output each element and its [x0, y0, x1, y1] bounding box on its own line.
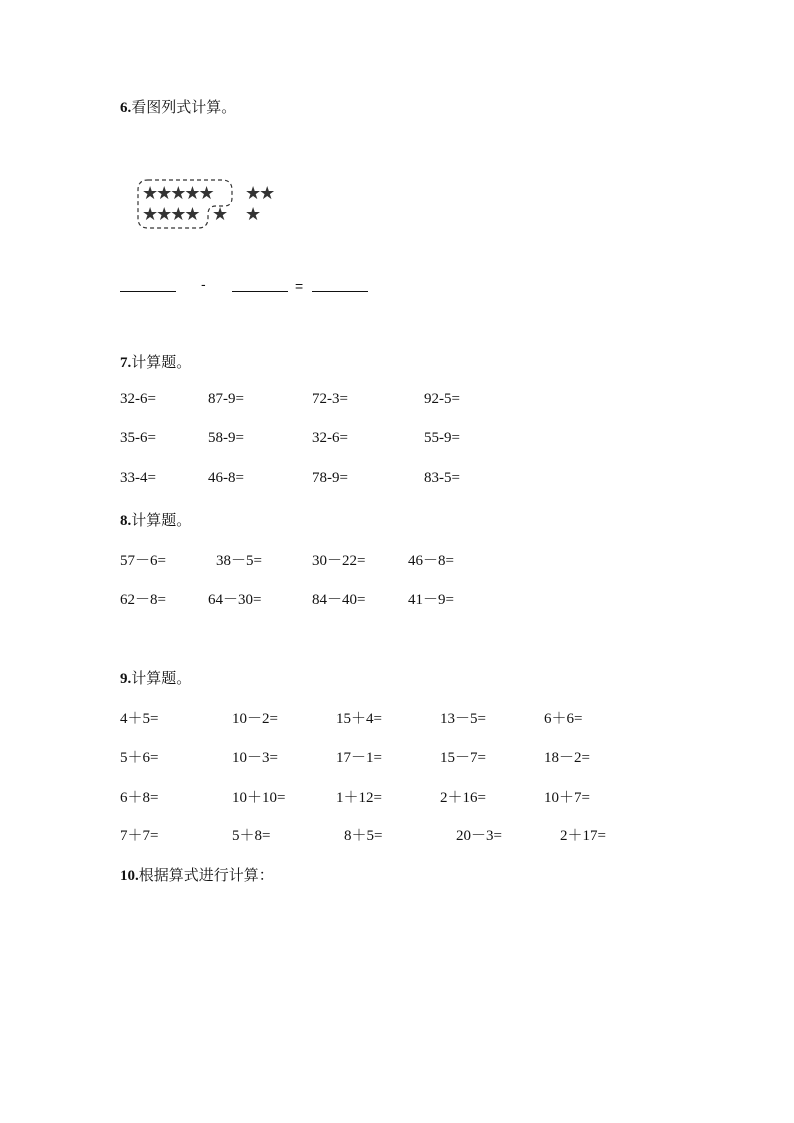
question-text: 计算题。 [131, 511, 192, 529]
problem-item: 10＋10= [232, 790, 286, 806]
star-group-figure [138, 180, 234, 228]
answer-blank-1[interactable] [120, 291, 176, 292]
problem-item: 5＋8= [232, 828, 271, 844]
problem-item: 18－2= [544, 750, 590, 766]
problem-item: 20－3= [456, 828, 502, 844]
problem-item: 13－5= [440, 711, 486, 727]
problem-item: 38－5= [216, 553, 262, 569]
problem-item: 6＋8= [120, 790, 159, 806]
question-number: 6. [120, 100, 132, 116]
problem-item: 92-5= [424, 391, 460, 407]
problem-item: 46－8= [408, 553, 454, 569]
circled-stars-row-1: ★★★★★ [142, 183, 213, 204]
question-10-title [120, 864, 274, 885]
uncircled-star-row-2: ★ [212, 204, 227, 225]
problem-item: 57－6= [120, 553, 166, 569]
problem-item: 8＋5= [344, 828, 383, 844]
problem-item: 10－3= [232, 750, 278, 766]
answer-blank-2[interactable] [232, 291, 288, 292]
problem-item: 32-6= [312, 430, 348, 446]
problem-item: 6＋6= [544, 711, 583, 727]
question-text: 根据算式进行计算： [138, 866, 274, 884]
problem-item: 2＋16= [440, 790, 486, 806]
problem-item: 10＋7= [544, 790, 590, 806]
problem-item: 72-3= [312, 391, 348, 407]
answer-blank-3[interactable] [312, 291, 368, 292]
problem-item: 62－8= [120, 592, 166, 608]
problem-item: 83-5= [424, 470, 460, 486]
problem-item: 32-6= [120, 391, 156, 407]
question-9-title [120, 667, 191, 688]
question-text: 看图列式计算。 [131, 98, 237, 116]
problem-item: 4＋5= [120, 711, 159, 727]
problem-item: 7＋7= [120, 828, 159, 844]
problem-item: 17－1= [336, 750, 382, 766]
equals-sign: = [295, 278, 304, 294]
problem-item: 35-6= [120, 430, 156, 446]
problem-item: 41－9= [408, 592, 454, 608]
problem-item: 5＋6= [120, 750, 159, 766]
problem-item: 84－40= [312, 592, 366, 608]
question-number: 9. [120, 671, 132, 687]
question-text: 计算题。 [131, 669, 192, 687]
problem-item: 30－22= [312, 553, 366, 569]
question-6-title [120, 96, 236, 117]
problem-item: 1＋12= [336, 790, 382, 806]
problem-item: 55-9= [424, 430, 460, 446]
question-number: 8. [120, 513, 132, 529]
problem-item: 33-4= [120, 470, 156, 486]
circled-stars-row-2: ★★★★ [142, 204, 199, 225]
problem-item: 15－7= [440, 750, 486, 766]
question-8-title [120, 509, 191, 530]
problem-item: 87-9= [208, 391, 244, 407]
problem-item: 78-9= [312, 470, 348, 486]
problem-item: 46-8= [208, 470, 244, 486]
extra-stars-row-1: ★★ [245, 183, 274, 204]
question-number: 10. [120, 868, 139, 884]
problem-item: 10－2= [232, 711, 278, 727]
problem-item: 58-9= [208, 430, 244, 446]
problem-item: 15＋4= [336, 711, 382, 727]
extra-star-row-2: ★ [245, 204, 260, 225]
problem-item: 64－30= [208, 592, 262, 608]
question-text: 计算题。 [131, 353, 192, 371]
question-number: 7. [120, 355, 132, 371]
question-7-title [120, 351, 191, 372]
minus-sign: - [201, 276, 206, 292]
problem-item: 2＋17= [560, 828, 606, 844]
